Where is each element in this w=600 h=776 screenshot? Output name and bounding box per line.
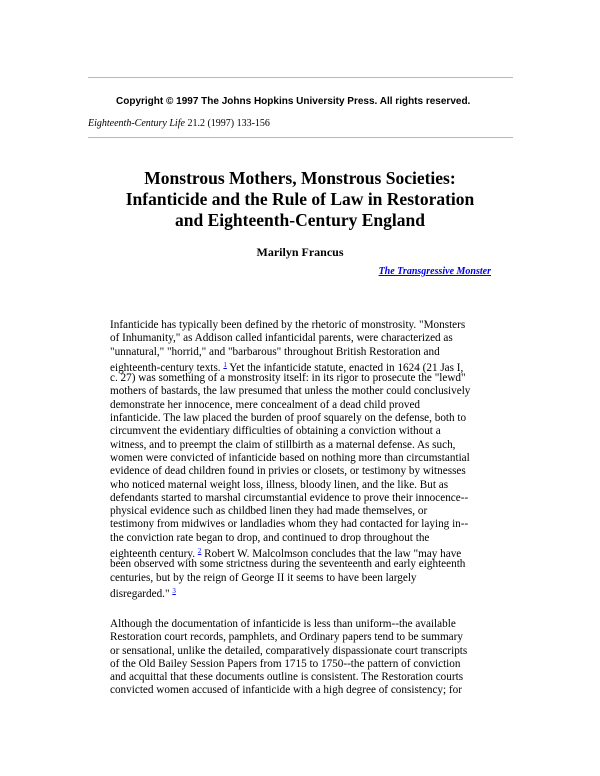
text-line: infanticide. The law placed the burden of proof squarely on the defense, both to bbox=[110, 412, 467, 425]
text-segment: Yet the infanticide statute, enacted in 1624 (21 Jas I, bbox=[226, 361, 464, 374]
text-segment: Robert W. Malcolmson concludes that the law "may have bbox=[201, 548, 462, 561]
footnote-link[interactable]: 3 bbox=[172, 586, 176, 595]
text-line: women were convicted of infanticide based on nothing more than circumstantial bbox=[110, 451, 470, 464]
text-line: defendants started to marshal circumstantial evidence to prove their innocence-- bbox=[110, 491, 469, 504]
text-line bbox=[110, 545, 530, 561]
copyright-notice: Copyright © 1997 The Johns Hopkins University Press. All rights reserved. bbox=[116, 96, 471, 107]
header-divider bbox=[88, 137, 513, 138]
text-line: Restoration court records, pamphlets, and Ordinary papers tend to be summary bbox=[110, 631, 463, 644]
volume-pages: 21.2 (1997) 133-156 bbox=[187, 118, 270, 129]
paragraph-2 bbox=[110, 618, 530, 698]
text-line: of the Old Bailey Session Papers from 1715 to 1750--the pattern of conviction bbox=[110, 657, 461, 670]
footnote-link[interactable]: 2 bbox=[197, 547, 202, 556]
text-line: circumvent the evidentiary difficulties of obtaining a conviction without a bbox=[110, 425, 441, 438]
text-line: witness, and to preempt the claim of stillbirth as a maternal defense. As such, bbox=[110, 438, 456, 451]
text-line: been observed with some strictness during the seventeenth and early eighteenth bbox=[110, 558, 466, 571]
text-line: who noticed maternal weight loss, illness, bloody linen, and the like. But as bbox=[110, 478, 449, 491]
title-line: Infanticide and the Rule of Law in Restoration bbox=[125, 189, 475, 209]
text-line bbox=[110, 585, 530, 598]
text-segment: eighteenth century. bbox=[110, 548, 198, 561]
text-line bbox=[110, 359, 530, 372]
footnote-link[interactable]: 1 bbox=[223, 360, 227, 369]
text-line: "unnatural," "horrid," and "barbarous" throughout British Restoration and bbox=[110, 345, 440, 358]
text-line: convicted women accused of infanticide with a high degree of consistency; for bbox=[110, 684, 462, 697]
text-segment: disregarded." bbox=[110, 587, 173, 600]
text-line: evidence of dead children found in privies or closets, or testimony by witnesses bbox=[110, 465, 466, 478]
author-name: Marilyn Francus bbox=[256, 245, 344, 259]
text-line: the conviction rate began to drop, and continued to drop throughout the bbox=[110, 531, 430, 544]
journal-name: Eighteenth-Century Life bbox=[88, 118, 185, 129]
text-line: of Inhumanity," as Addison called infanticidal parents, were characterized as bbox=[110, 332, 453, 345]
text-line: Infanticide has typically been defined by the rhetoric of monstrosity. "Monsters bbox=[110, 319, 466, 331]
text-line: Although the documentation of infanticide is less than uniform--the available bbox=[110, 618, 456, 630]
paragraph-1 bbox=[110, 319, 530, 598]
text-line: mothers of bastards, the law presumed that unless the mother could conclusively bbox=[110, 385, 471, 398]
citation bbox=[88, 118, 270, 129]
text-line: or sensational, unlike the detailed, comparatively dispassionate court transcripts bbox=[110, 644, 468, 657]
text-line: c. 27) was something of a monstrosity itself: in its rigor to prosecute the "lewd" bbox=[110, 372, 466, 385]
article-title bbox=[60, 168, 540, 231]
series-link[interactable]: The Transgressive Monster bbox=[378, 266, 491, 277]
top-divider bbox=[88, 77, 513, 78]
text-line: demonstrate her innocence, mere concealment of a dead child proved bbox=[110, 398, 420, 411]
title-line: Monstrous Mothers, Monstrous Societies: bbox=[144, 168, 456, 188]
text-segment: eighteenth-century texts. bbox=[110, 361, 224, 374]
text-line: and acquittal that these documents outline is consistent. The Restoration courts bbox=[110, 671, 464, 684]
text-line: testimony from midwives or landladies whom they had contacted for laying in-- bbox=[110, 518, 469, 531]
text-line: physical evidence such as childbed linen they had made themselves, or bbox=[110, 505, 428, 518]
text-line: centuries, but by the reign of George II it seems to have been largely bbox=[110, 571, 417, 584]
title-line: and Eighteenth-Century England bbox=[175, 210, 425, 230]
